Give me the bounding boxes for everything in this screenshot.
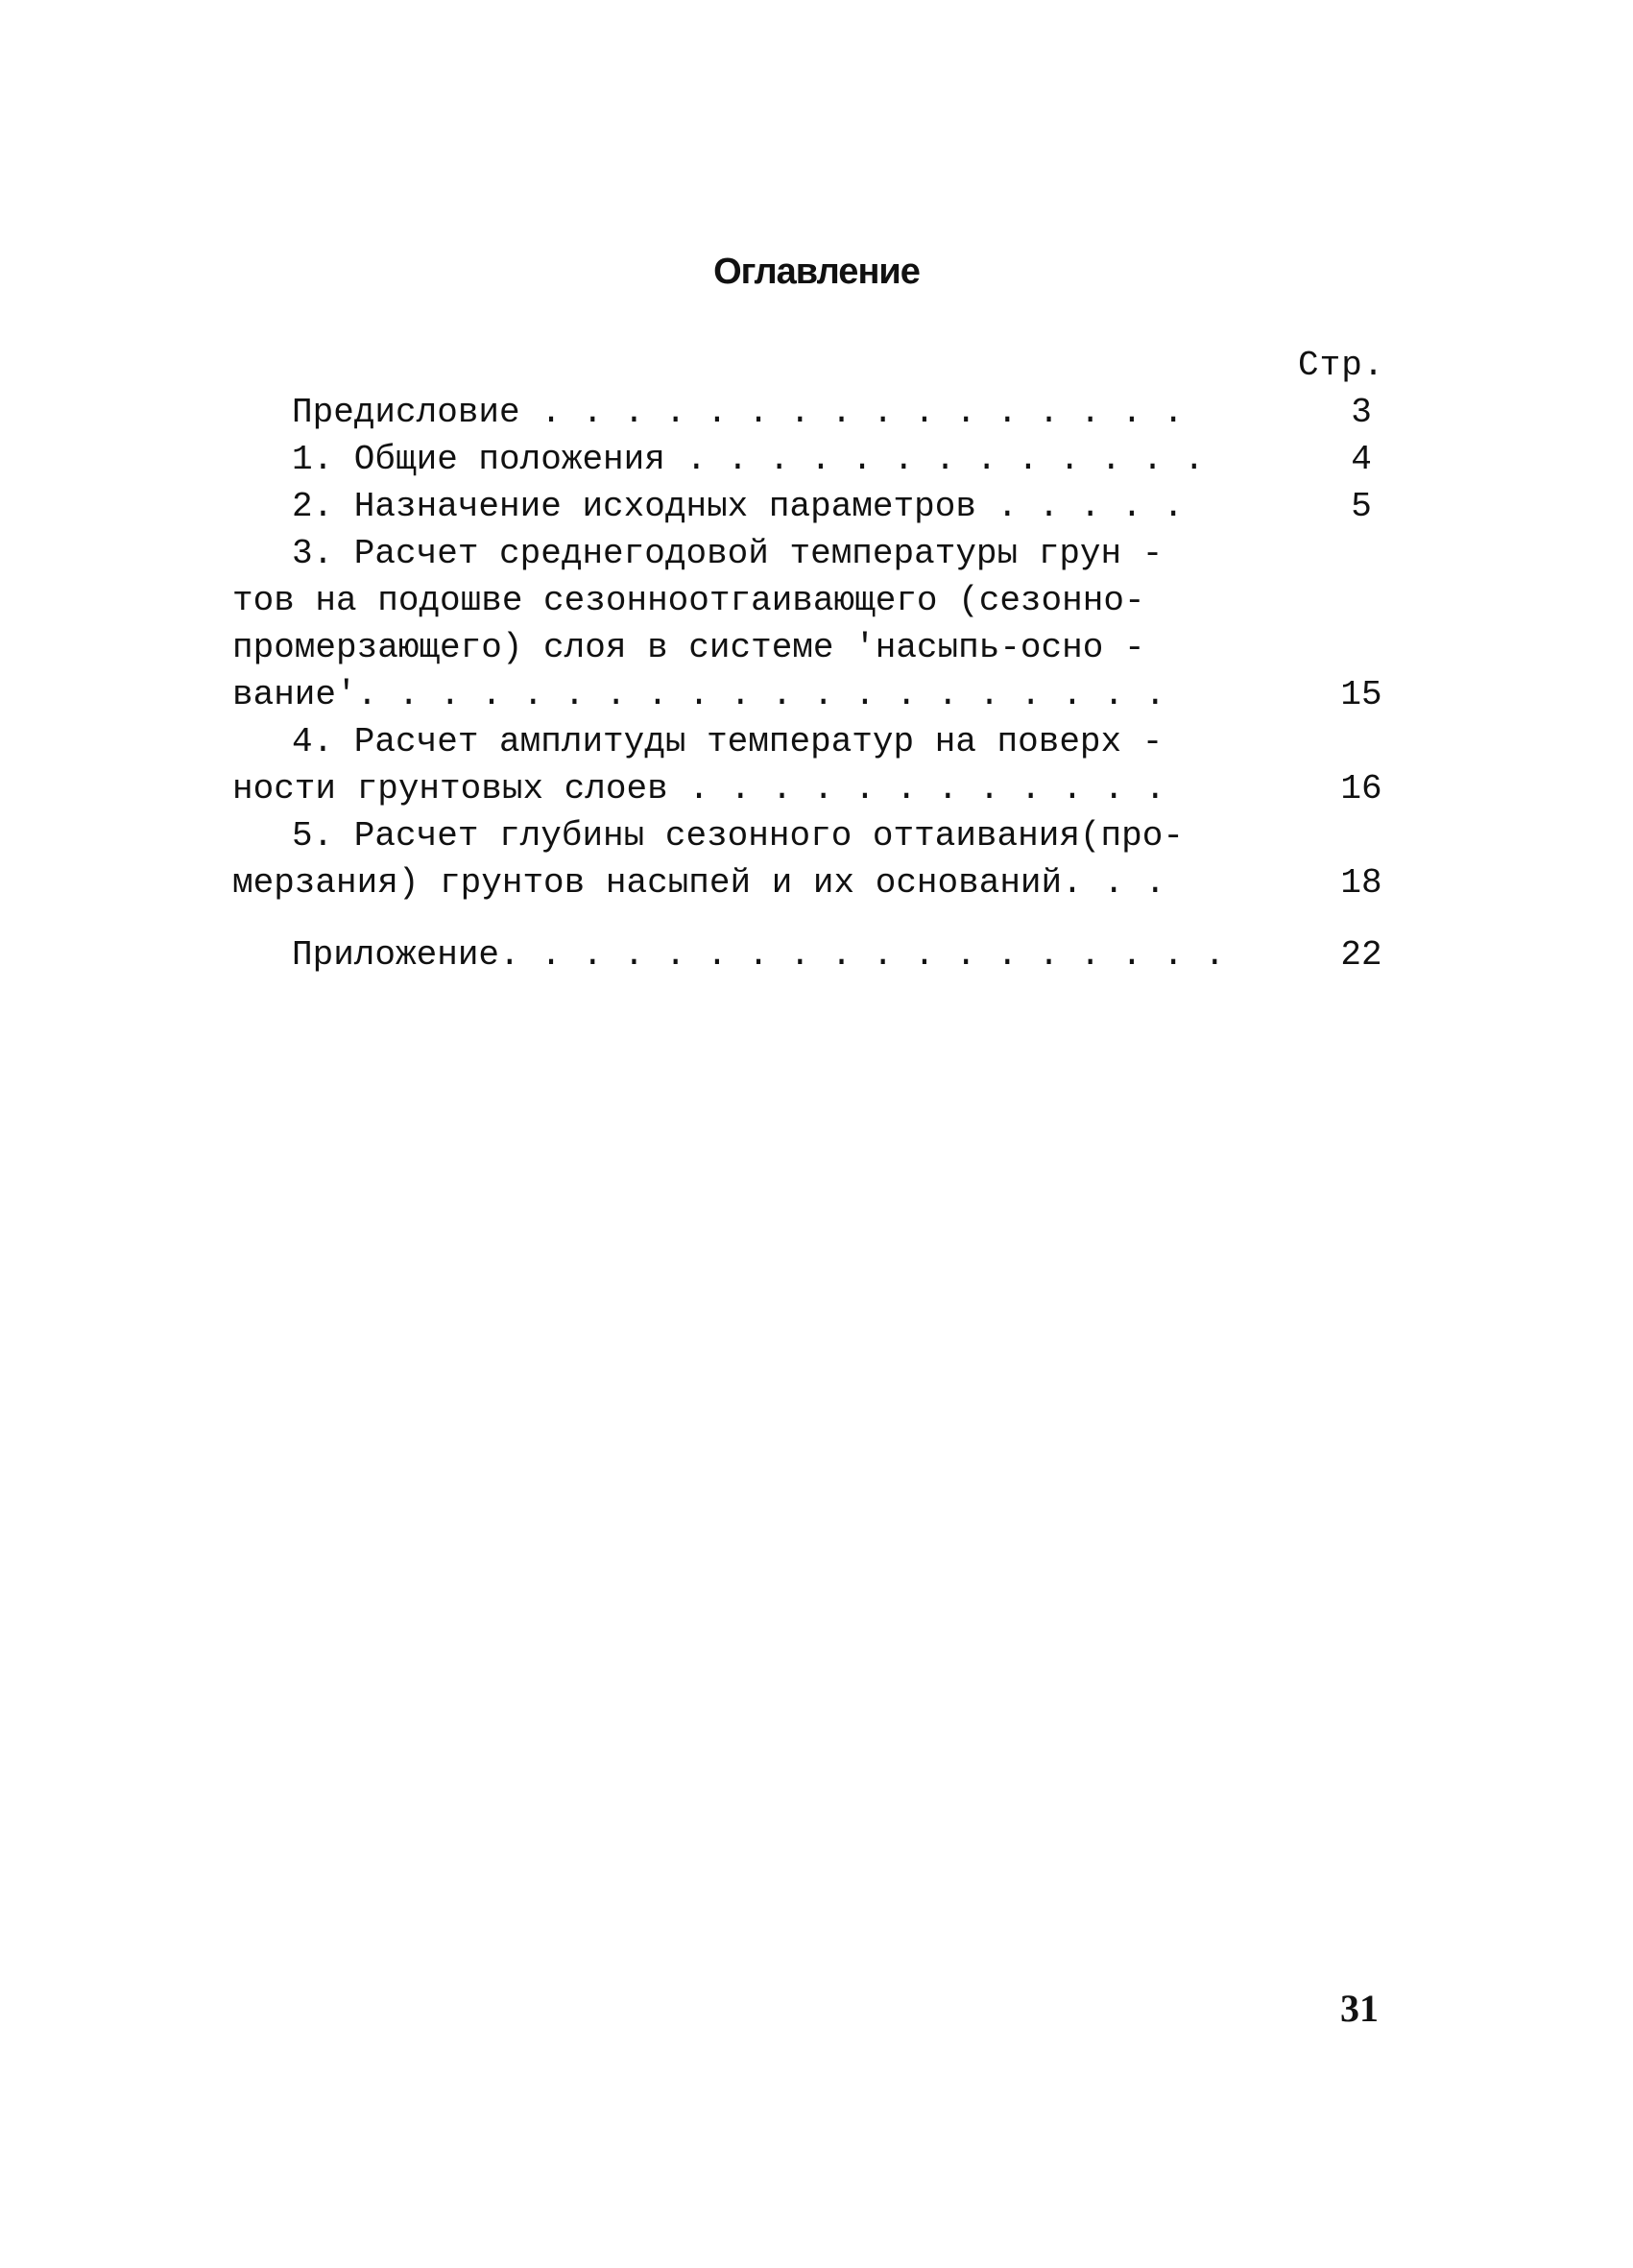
toc-page-number: 16 [1340, 769, 1382, 808]
toc-entry-5 [232, 812, 1413, 906]
toc-page-number: 15 [1340, 675, 1382, 714]
toc-entry-line: мерзания) грунтов насыпей и их оснований. . . [232, 863, 1166, 903]
toc-entry-1 [232, 436, 1413, 483]
toc-entry-line: тов на подошве сезонноотгаивающего (сезонно- [232, 581, 1145, 620]
toc-page-number: 18 [1340, 863, 1382, 903]
toc-entry-line: Предисловие . . . . . . . . . . . . . . . . [292, 393, 1184, 432]
page-title: Оглавление [713, 252, 920, 292]
toc-entry-line: промерзающего) слоя в системе 'насыпь-осно - [232, 628, 1145, 667]
toc-page-number: 5 [1351, 487, 1372, 526]
page-column-header: Стр. [1298, 346, 1385, 385]
toc-page-number: 4 [1351, 440, 1372, 479]
toc-entry-line: 5. Расчет глубины сезонного оттаивания(про- [292, 816, 1184, 856]
toc-entry-line: 1. Общие положения . . . . . . . . . . . . . [292, 440, 1205, 479]
toc-page-number: 3 [1351, 393, 1372, 432]
toc-entry-preface [232, 389, 1413, 436]
toc-entry-line: 3. Расчет среднегодовой температуры грун - [292, 534, 1164, 573]
toc-entry-3 [232, 530, 1413, 718]
toc-entry-line: ности грунтовых слоев . . . . . . . . . . . . [232, 769, 1166, 808]
toc-entry-line: 2. Назначение исходных параметров . . . . . [292, 487, 1184, 526]
toc-entry-appendix [232, 931, 1413, 978]
toc-entry-4 [232, 718, 1413, 812]
toc-entry-line: 4. Расчет амплитуды температур на поверх - [292, 722, 1164, 761]
toc-page-number: 22 [1340, 935, 1382, 975]
table-of-contents [232, 389, 1413, 978]
page-number: 31 [1340, 1987, 1379, 2030]
toc-entry-line: вание'. . . . . . . . . . . . . . . . . . . . [232, 675, 1166, 714]
toc-entry-line: Приложение. . . . . . . . . . . . . . . . . . [292, 935, 1226, 975]
toc-entry-2 [232, 483, 1413, 530]
